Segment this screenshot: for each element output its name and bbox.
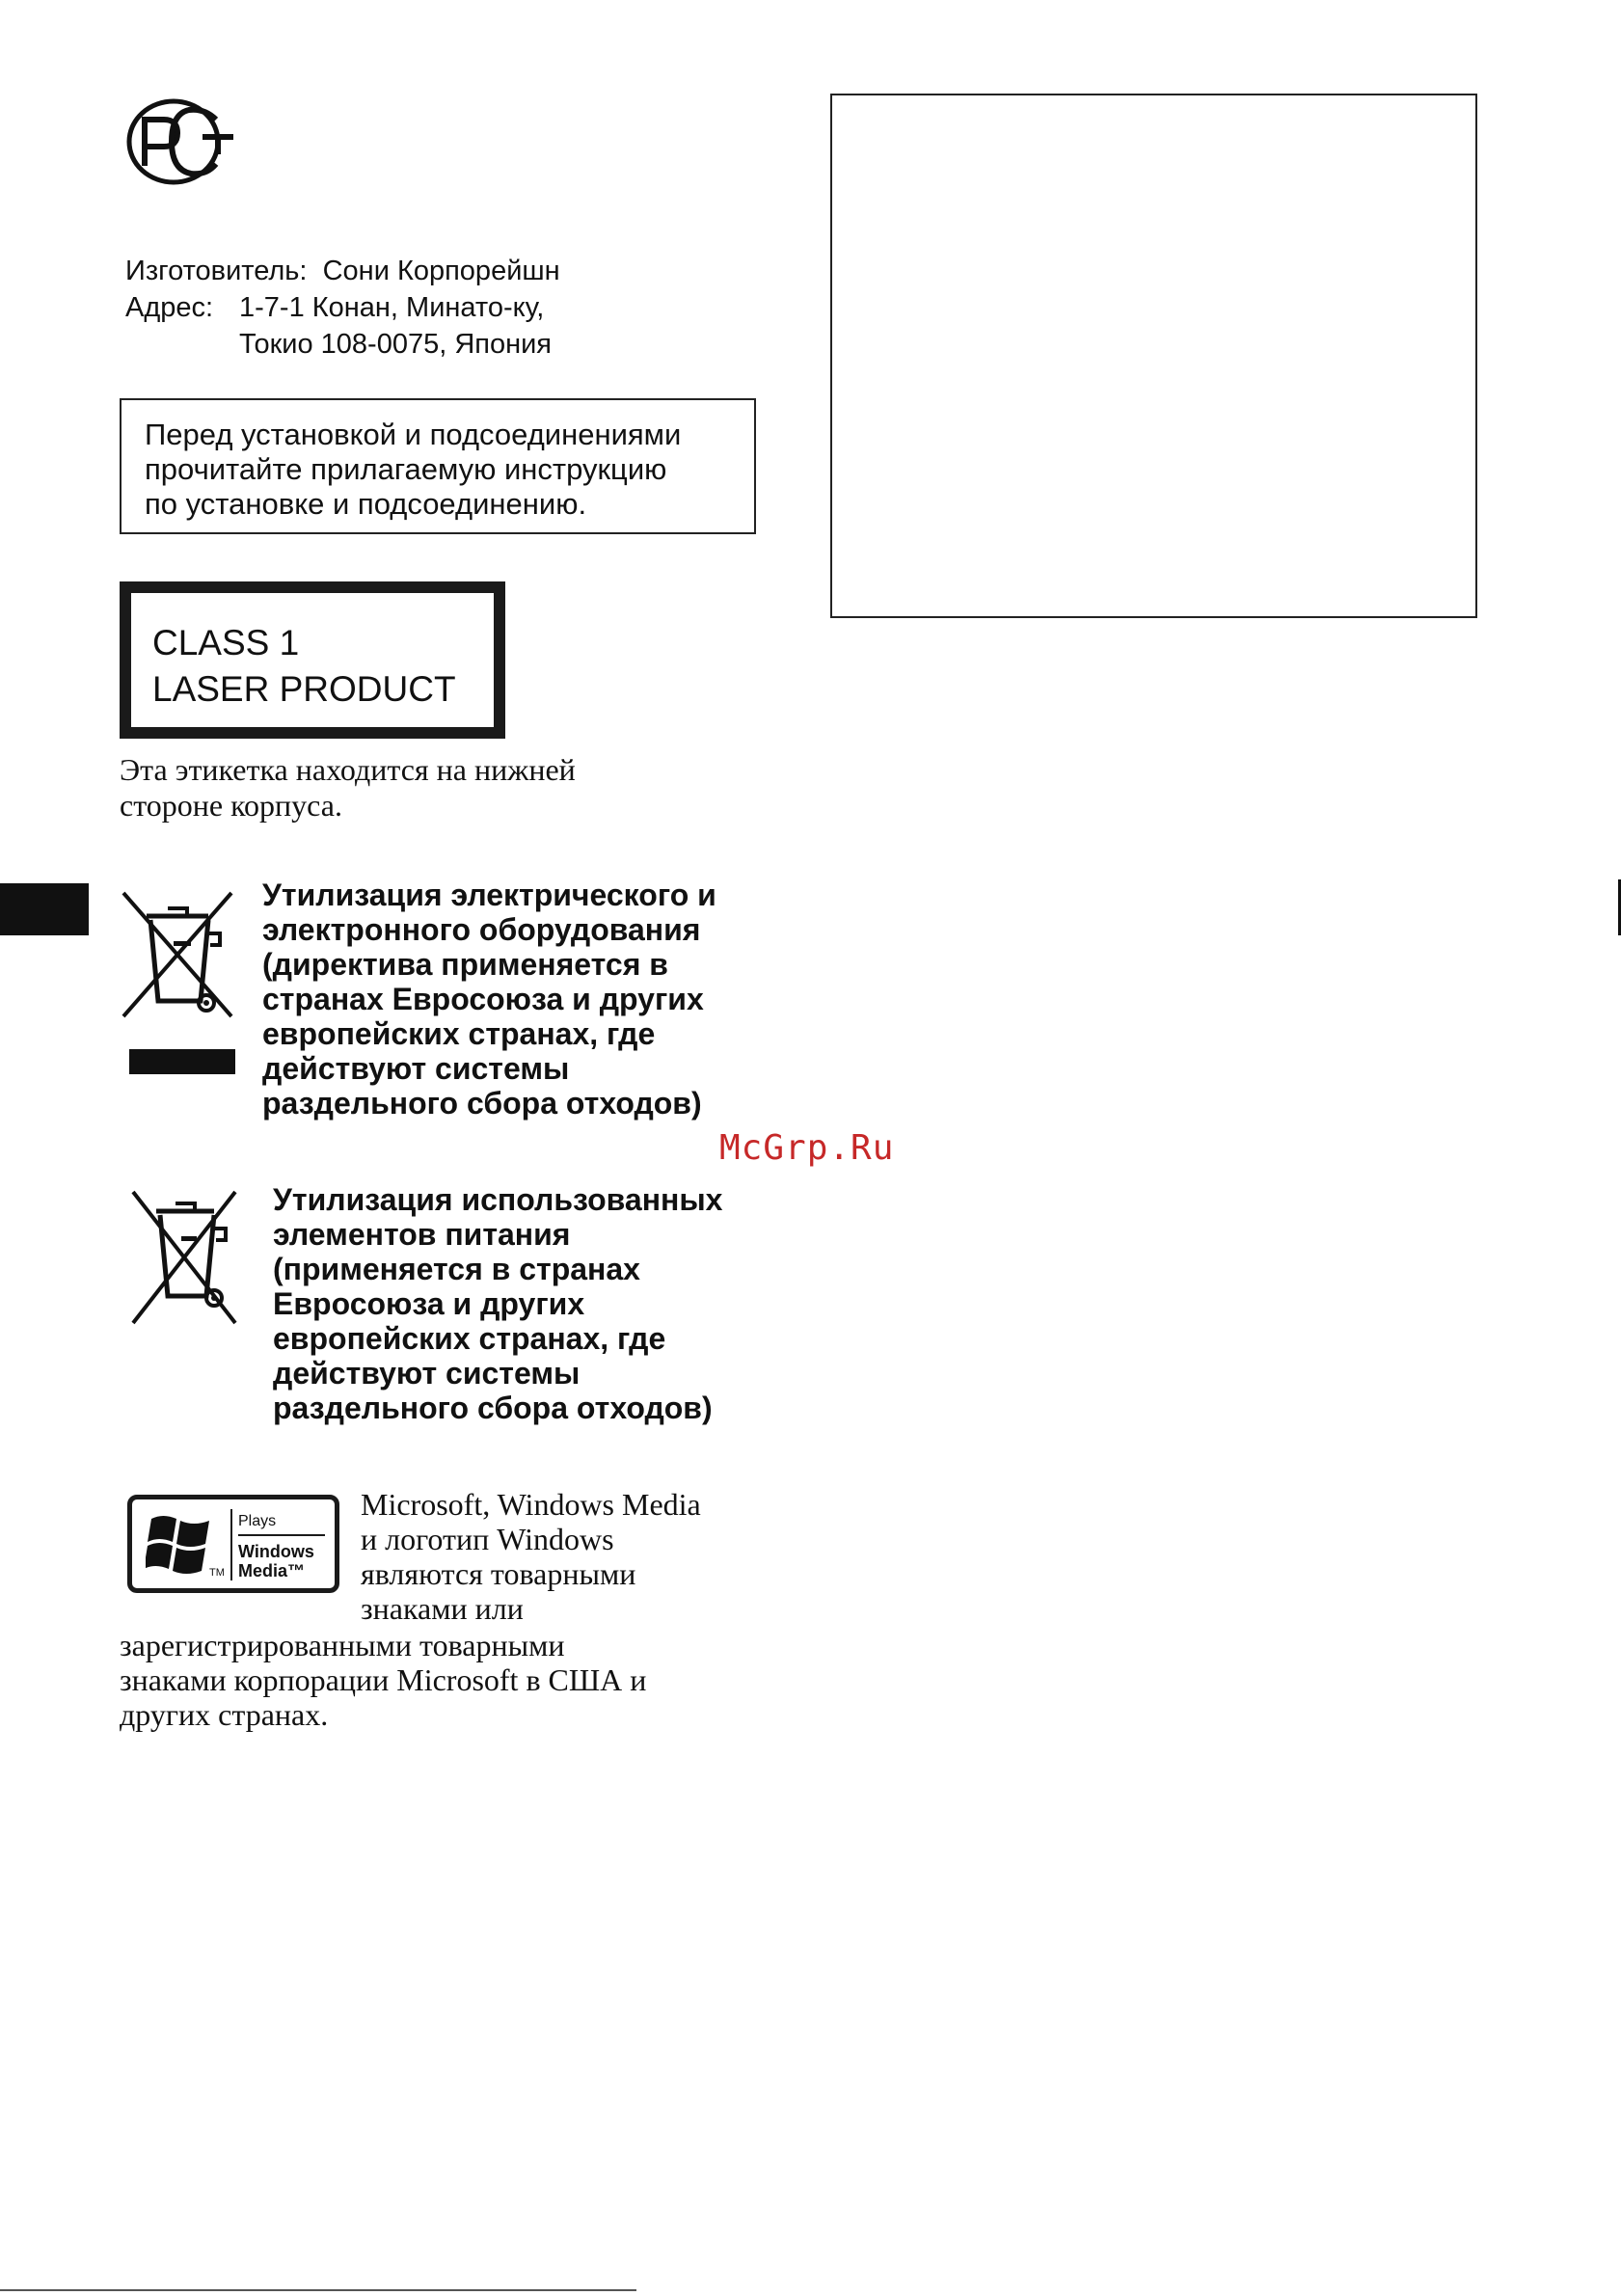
laser-class-line: CLASS 1 — [152, 623, 300, 662]
label-note-line: стороне корпуса. — [120, 788, 342, 823]
weee-line: действуют системы — [262, 1051, 570, 1086]
logo-divider — [230, 1509, 232, 1580]
battery-line: Утилизация использованных — [273, 1182, 723, 1217]
crossed-bin-icon — [131, 1188, 237, 1328]
address-line-1: 1-7-1 Конан, Минато-ку, — [239, 292, 545, 323]
trademark-line: знаками корпорации Microsoft в США и — [120, 1662, 647, 1697]
trademark-line: зарегистрированными товарными — [120, 1628, 565, 1662]
weee-line: европейских странах, где — [262, 1016, 656, 1051]
weee-disposal-text — [262, 878, 716, 1121]
notice-line: прочитайте прилагаемую инструкцию — [145, 452, 667, 486]
battery-line: раздельного сбора отходов) — [273, 1391, 713, 1425]
weee-line: Утилизация электрического и — [262, 878, 716, 912]
trademark-line: Microsoft, Windows Media — [361, 1487, 701, 1522]
notice-line: Перед установкой и подсоединениями — [145, 418, 682, 451]
address-label: Адрес: — [125, 292, 214, 323]
trademark-line: других странах. — [120, 1697, 329, 1732]
bottom-rule — [0, 2289, 636, 2291]
weee-line: странах Евросоюза и других — [262, 982, 704, 1016]
crossed-bin-icon — [120, 887, 235, 1075]
notice-line: по установке и подсоединению. — [145, 487, 587, 521]
weee-line: раздельного сбора отходов) — [262, 1086, 702, 1121]
maker-label: Изготовитель: — [125, 256, 308, 286]
laser-class-label — [120, 581, 505, 739]
battery-line: европейских странах, где — [273, 1321, 666, 1356]
windows-flag-icon — [146, 1511, 215, 1579]
battery-line: элементов питания — [273, 1217, 571, 1252]
trademark-line: знаками или — [361, 1591, 524, 1626]
gost-r-certification-icon — [123, 96, 244, 188]
trademark-text-below-logo — [120, 1628, 646, 1732]
section-tab-marker — [0, 883, 89, 935]
address-line-2: Токио 108-0075, Япония — [239, 329, 553, 360]
trademark-line: и логотип Windows — [361, 1522, 614, 1556]
label-location-note — [120, 752, 576, 824]
manufacturer-info — [125, 253, 560, 363]
trademark-text-beside-logo — [361, 1487, 701, 1626]
battery-disposal-text — [273, 1182, 722, 1425]
logo-plays-text: Plays — [238, 1513, 277, 1529]
battery-line: (применяется в странах — [273, 1252, 640, 1286]
laser-product-line: LASER PRODUCT — [152, 669, 456, 709]
watermark-text: McGrp.Ru — [719, 1128, 895, 1168]
label-note-line: Эта этикетка находится на нижней — [120, 752, 576, 787]
tm-mark: TM — [209, 1567, 225, 1579]
logo-windows-text: Windows — [238, 1542, 314, 1561]
plays-windows-media-logo — [127, 1495, 339, 1593]
weee-line: (директива применяется в — [262, 947, 668, 982]
trademark-line: являются товарными — [361, 1556, 636, 1591]
logo-rule — [238, 1534, 325, 1536]
weee-line: электронного оборудования — [262, 912, 701, 947]
maker-value: Сони Корпорейшн — [322, 256, 560, 286]
battery-line: Евросоюза и других — [273, 1286, 585, 1321]
empty-frame-box — [830, 94, 1477, 618]
logo-media-text: Media™ — [238, 1561, 306, 1580]
install-notice-box — [120, 398, 756, 534]
battery-line: действуют системы — [273, 1356, 581, 1391]
